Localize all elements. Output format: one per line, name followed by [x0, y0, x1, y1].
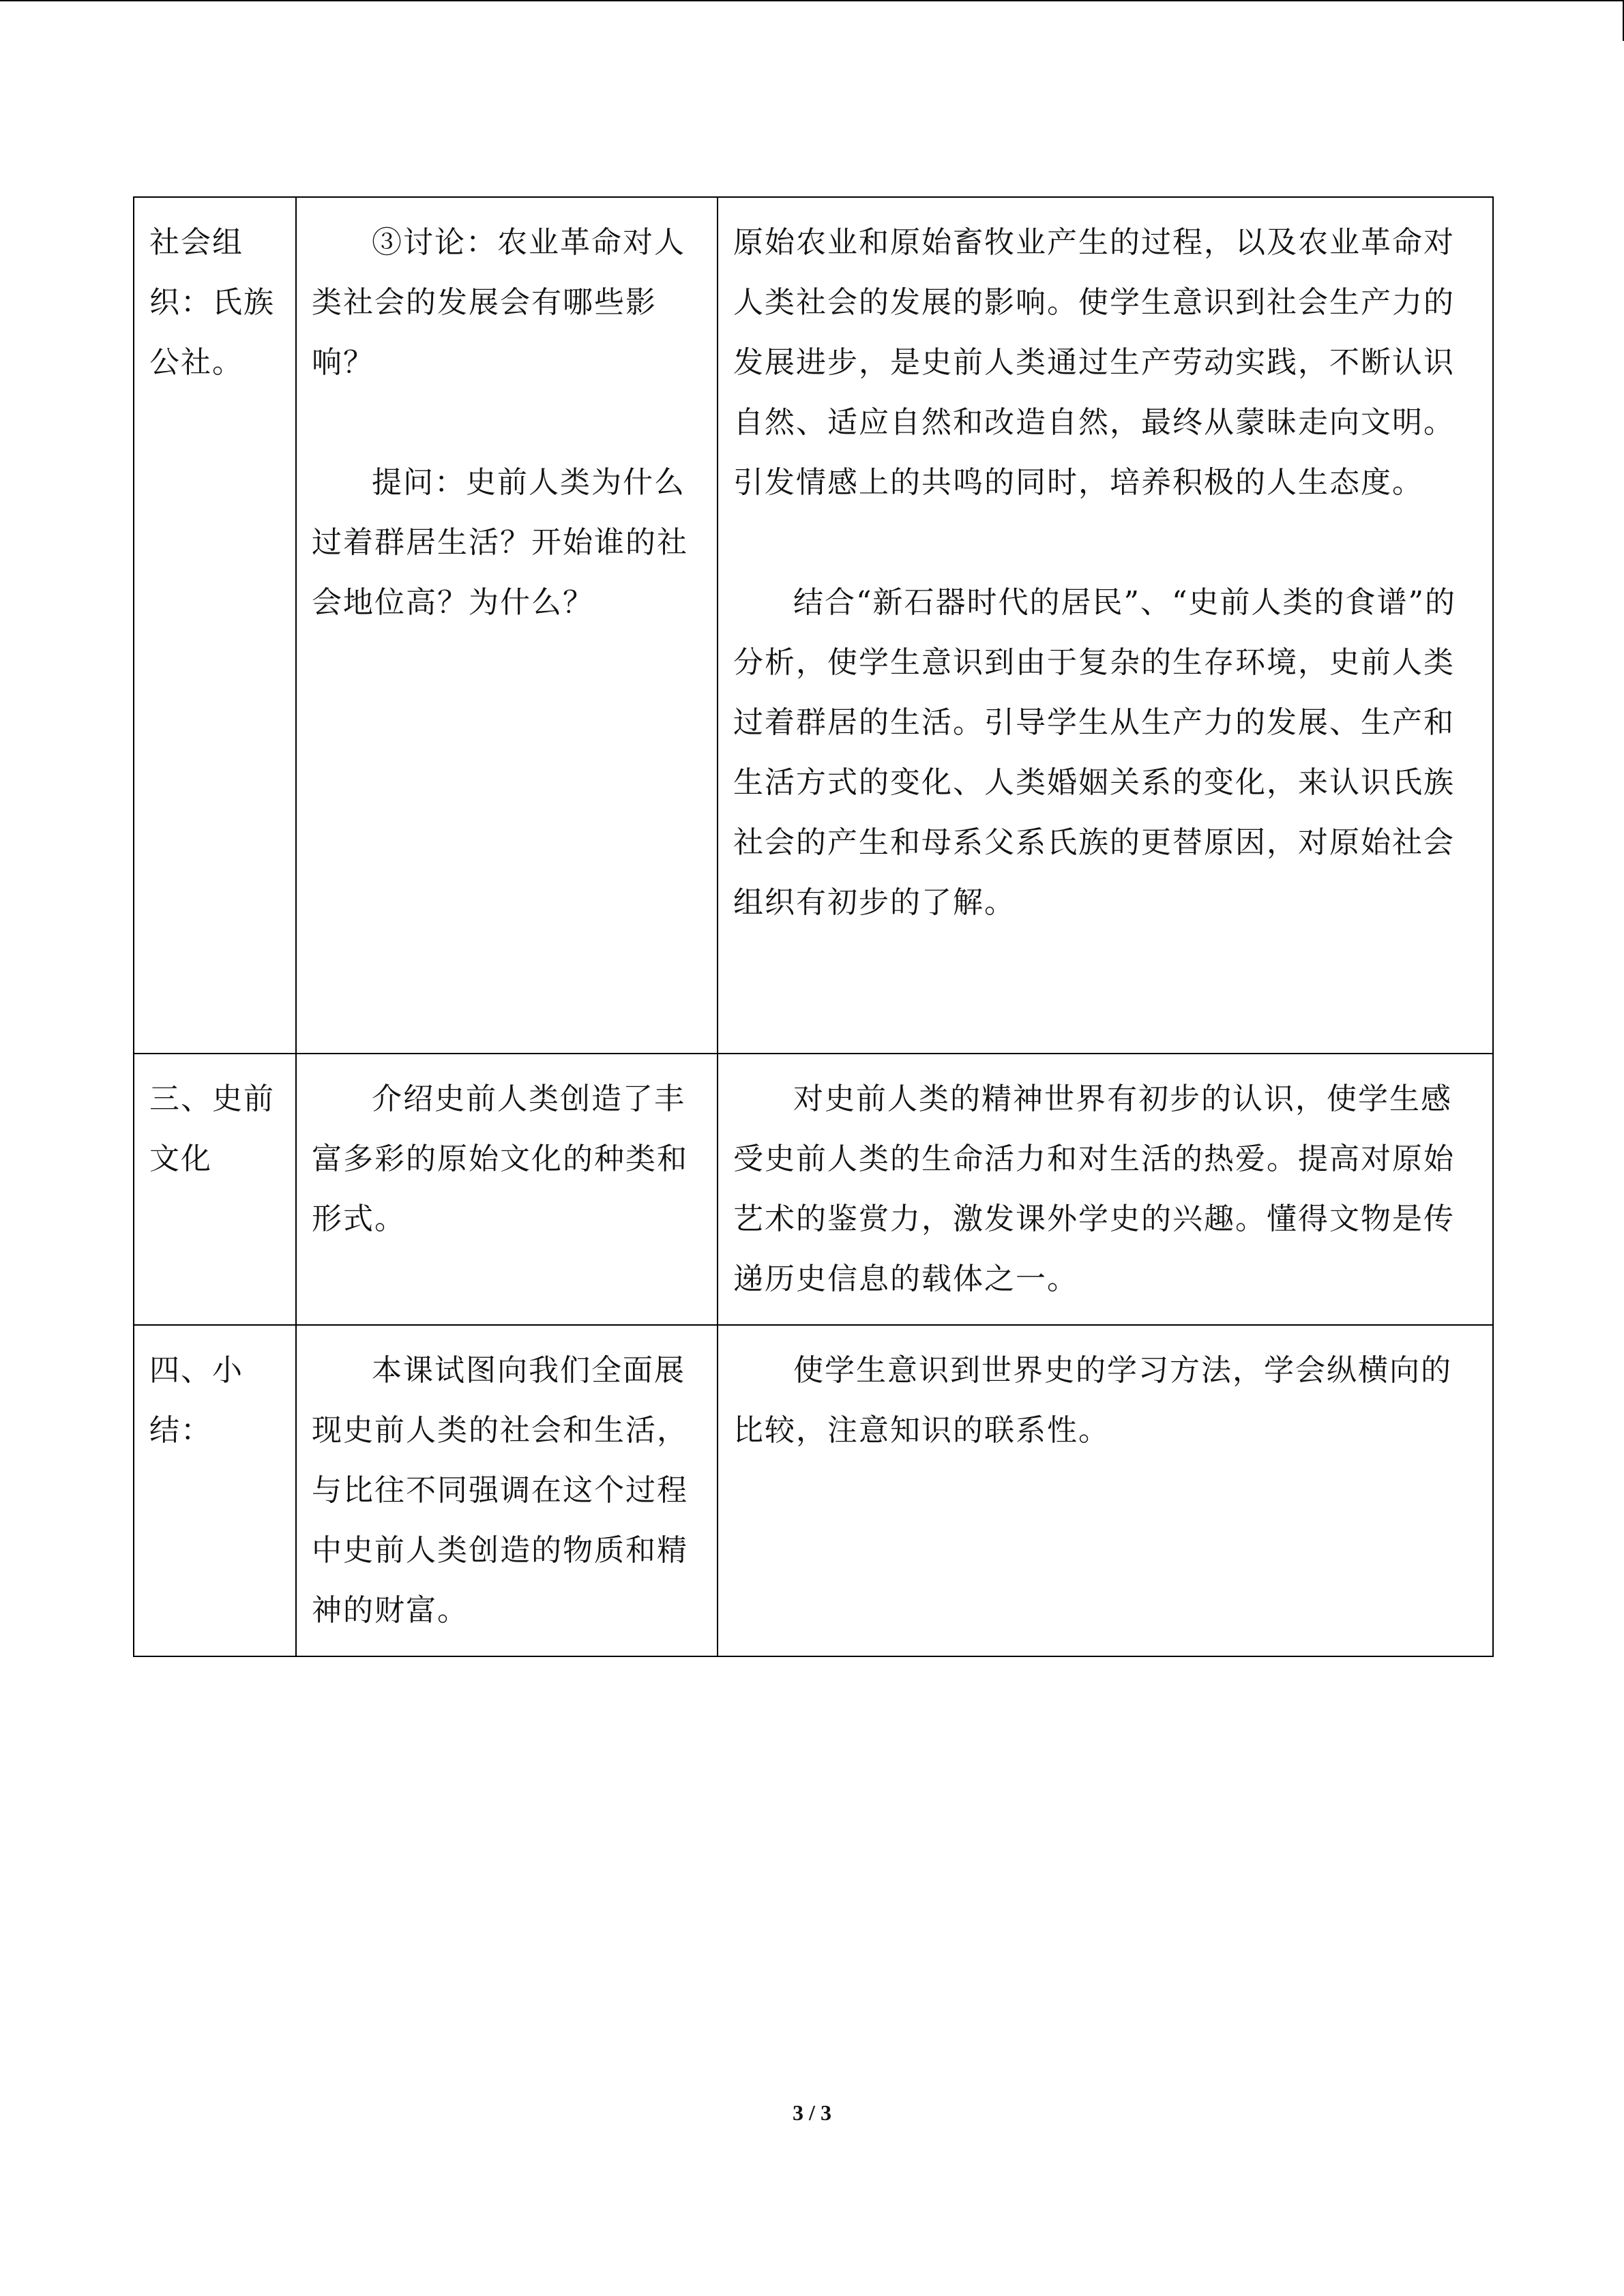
table-row — [134, 1325, 1493, 1656]
activity-text: 本课试图向我们全面展现史前人类的社会和生活，与比往不同强调在这个过程中史前人类创造的物质和精神的财富。 — [312, 1353, 688, 1628]
activity-cell — [296, 1054, 718, 1325]
section-cell — [134, 1054, 296, 1325]
activity-text: 介绍史前人类创造了丰富多彩的原始文化的种类和形式。 — [312, 1082, 688, 1236]
activity-text: 提问：史前人类为什么过着群居生活？开始谁的社会地位高？为什么？ — [312, 465, 688, 620]
purpose-cell — [718, 197, 1493, 1054]
table-row — [134, 1054, 1493, 1325]
purpose-cell — [718, 1054, 1493, 1325]
section-title: 四、小结： — [149, 1353, 243, 1448]
activity-text: ③讨论：农业革命对人类社会的发展会有哪些影响？ — [312, 225, 685, 380]
activity-cell — [296, 197, 718, 1054]
purpose-text: 原始农业和原始畜牧业产生的过程，以及农业革命对人类社会的发展的影响。使学生意识到社会生产力的发展进步，是史前人类通过生产劳动实践，不断认识自然、适应自然和改造自然，最终从蒙昧走向文明。引发情感上的共鸣的同时，培养积极的人生态度。 — [733, 225, 1455, 500]
section-cell — [134, 197, 296, 1054]
purpose-text: 对史前人类的精神世界有初步的认识，使学生感受史前人类的生命活力和对生活的热爱。提高对原始艺术的鉴赏力，激发课外学史的兴趣。懂得文物是传递历史信息的载体之一。 — [733, 1082, 1455, 1296]
purpose-text: 结合“新石器时代的居民”、“史前人类的食谱”的分析，使学生意识到由于复杂的生存环境，史前人类过着群居的生活。引导学生从生产力的发展、生产和生活方式的变化、人类婚姻关系的变化，来认识氏族社会的产生和母系父系氏族的更替原因，对原始社会组织有初步的了解。 — [733, 585, 1456, 920]
section-title: 三、史前文化 — [149, 1082, 275, 1176]
section-cell — [134, 1325, 296, 1656]
page-top-border — [0, 0, 1623, 1]
activity-cell — [296, 1325, 718, 1656]
table-row — [134, 197, 1493, 1054]
lesson-plan-table — [133, 196, 1494, 1657]
page-number: 3 / 3 — [793, 2100, 831, 2125]
section-title: 社会组织：氏族公社。 — [149, 225, 275, 380]
purpose-text: 使学生意识到世界史的学习方法，学会纵横向的比较，注意知识的联系性。 — [733, 1353, 1452, 1448]
purpose-cell — [718, 1325, 1493, 1656]
